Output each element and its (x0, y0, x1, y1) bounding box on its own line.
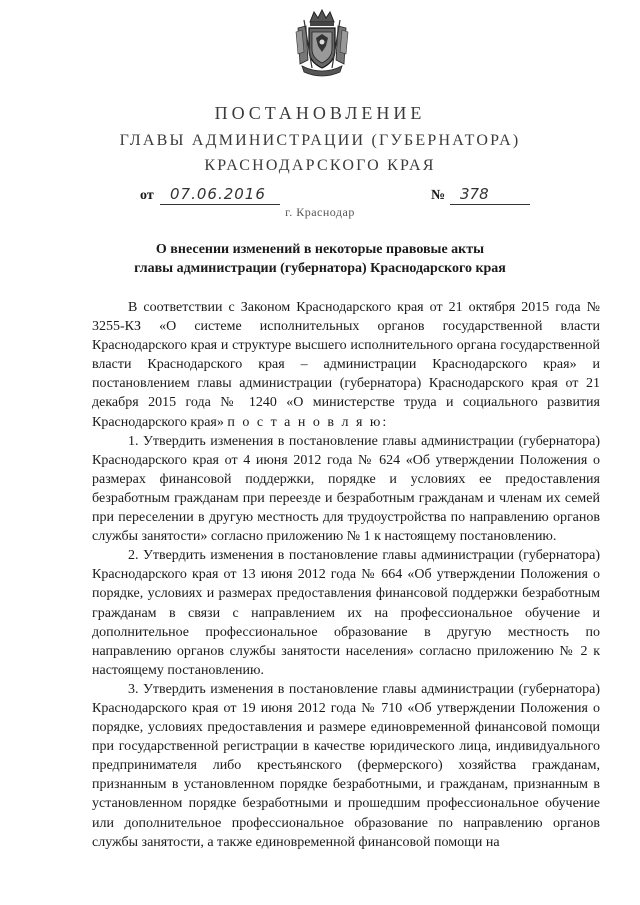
date-prefix: от (140, 188, 154, 203)
issuing-authority-line2: КРАСНОДАРСКОГО КРАЯ (204, 157, 436, 174)
issuing-authority-line1: ГЛАВЫ АДМИНИСТРАЦИИ (ГУБЕРНАТОРА) (119, 132, 521, 149)
document-heading (0, 240, 640, 278)
krasnodar-coat-of-arms-icon (292, 8, 352, 80)
decree-word: п о с т а н о в л я ю: (227, 414, 389, 430)
document-body (92, 298, 600, 852)
item-3-paragraph: 3. Утвердить изменения в постановление главы администрации (губернатора) Краснодарского края от 19 июня 2012 года № 710 «Об утверждении Положения о порядке, условиях предоставления и размере единовременной финансовой помощи при государственной регистрации в качестве юридического лица, индивидуального предпринимателя либо крестьянского (фермерского) хозяйства гражданам, признанным в установленном порядке безработными, и гражданам, признанным в установленном порядке безработными и прошедшим профессиональное обучение или дополнительное профессиональное образование по направлению органов службы занятости, а также единовременной финансовой помощи на (92, 681, 600, 850)
heading-line2: главы администрации (губернатора) Краснодарского края (134, 261, 506, 276)
heading-line1: О внесении изменений в некоторые правовые акты (155, 242, 485, 257)
document-type-title: ПОСТАНОВЛЕНИЕ (214, 103, 426, 123)
document-number: 378 (460, 185, 489, 203)
item-2-paragraph: 2. Утвердить изменения в постановление главы администрации (губернатора) Краснодарского края от 13 июня 2012 года № 664 «Об утверждении Положения о порядке, условиях и размерах предоставления финансовой поддержки безработным гражданам в связи с направлением их на профессиональное обучение и дополнительное профессиональное образование в другую местность по направлению органов службы занятости населения» согласно приложению № 2 к настоящему постановлению. (92, 548, 600, 678)
document-date: 07.06.2016 (170, 185, 266, 203)
preamble-paragraph (92, 298, 600, 432)
city-of-issue: г. Краснодар (285, 205, 355, 219)
number-prefix: № (431, 188, 446, 203)
preamble-text: В соответствии с Законом Краснодарского края от 21 октября 2015 года № 3255-КЗ «О системе исполнительных органов государственной власти Краснодарского края и структуре высшего исполнительного органа государственной власти Краснодарского края – администрации Краснодарского края» и постановлением главы администрации (губернатора) Краснодарского края от 21 декабря 2015 года № 1240 «О министерстве труда и социального развития Краснодарского края» (92, 300, 600, 430)
item-1-paragraph: 1. Утвердить изменения в постановление главы администрации (губернатора) Краснодарского края от 4 июня 2012 года № 624 «Об утверждении Положения о размерах финансовой поддержки, порядке и условиях ее предоставления безработным гражданам при переезде и безработным гражданам и членам их семей при переселении в другую местность для трудоустройства по направлению органов службы занятости» согласно приложению № 1 к настоящему постановлению. (92, 433, 600, 545)
